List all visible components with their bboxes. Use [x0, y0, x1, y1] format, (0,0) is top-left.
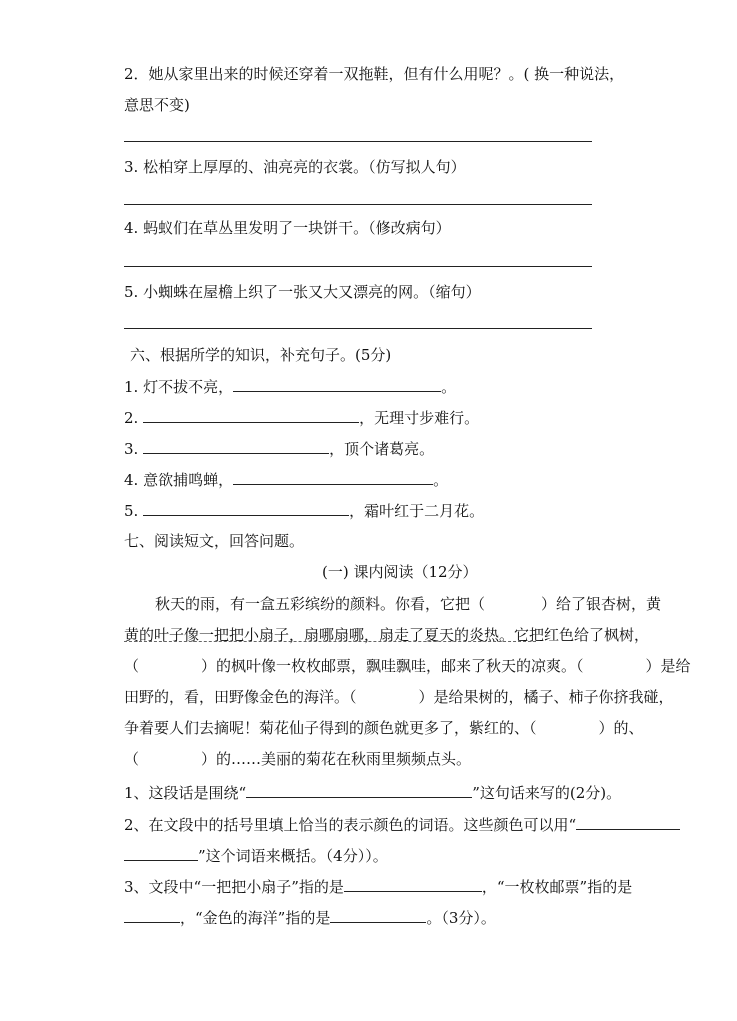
- q2-line1: 2．她从家里出来的时候还穿着一双拖鞋，但有什么用呢？。( 换一种说法，: [124, 65, 625, 83]
- answer-blank[interactable]: [330, 907, 426, 923]
- passage-text: ）给了银杏树，黄: [541, 595, 662, 613]
- item-text: 意欲捕鸣蝉，: [143, 471, 234, 489]
- question-text: 1、这段话是围绕“: [124, 784, 247, 802]
- blank[interactable]: [143, 500, 349, 516]
- passage-text: 秋天的雨，有一盒五彩缤纷的颜料。你看，它把（: [155, 595, 486, 613]
- answer-blank[interactable]: [124, 845, 198, 861]
- passage-text: （: [124, 750, 140, 768]
- s7-question-3-line1: [124, 876, 632, 897]
- passage-text: 田野的，看，田野像金色的海洋。（: [124, 688, 357, 706]
- passage-text: ）的、: [598, 719, 644, 737]
- passage-line-2: 黄的叶子像一把把小扇子，扇哪扇哪，扇走了夏天的炎热。它把红色给了枫树，: [124, 626, 650, 644]
- answer-line-q2[interactable]: [124, 141, 592, 142]
- answer-blank[interactable]: [344, 876, 482, 892]
- section7-subtitle: (一) 课内阅读（12分）: [322, 563, 478, 581]
- s7-question-3-line2: [124, 907, 496, 928]
- question-text: 。（3分）。: [426, 909, 496, 927]
- passage-text: 争着要人们去摘呢！菊花仙子得到的颜色就更多了，紫红的、（: [124, 719, 537, 737]
- question-text: ”这句话来写的(2分)。: [472, 784, 622, 802]
- passage-text: ）的……美丽的菊花在秋雨里频频点头。: [201, 750, 472, 768]
- item-text: 。: [433, 471, 449, 489]
- item-text: 。: [441, 378, 457, 396]
- item-text: ，无理寸步难行。: [359, 409, 480, 427]
- answer-line-q5[interactable]: [124, 328, 592, 329]
- passage-line-4: [124, 687, 674, 707]
- passage-text: ）是给果树的，橘子、柿子你挤我碰，: [418, 688, 674, 706]
- passage-line-1: [155, 594, 661, 614]
- answer-blank[interactable]: [576, 814, 680, 830]
- s6-item-4: [124, 469, 448, 490]
- blank[interactable]: [233, 376, 441, 392]
- s7-question-1: [124, 782, 621, 803]
- s6-item-5: [124, 500, 484, 521]
- item-text: ，霜叶红于二月花。: [349, 502, 485, 520]
- s6-item-3: [124, 438, 434, 459]
- item-number: 1.: [124, 378, 139, 396]
- passage-line-5: [124, 718, 644, 738]
- section7-title: 七、阅读短文，回答问题。: [124, 532, 305, 550]
- item-number: 3.: [124, 440, 139, 458]
- answer-line-q4[interactable]: [124, 266, 592, 267]
- s6-item-2: [124, 407, 479, 428]
- s7-question-2-line1: [124, 814, 680, 835]
- answer-blank[interactable]: [246, 782, 472, 798]
- s7-question-2-line2: [124, 845, 388, 866]
- passage-line-6: [124, 749, 471, 769]
- passage-text: ）是给: [645, 657, 691, 675]
- q2-line2: 意思不变): [124, 96, 190, 114]
- blank[interactable]: [143, 407, 359, 423]
- item-number: 2.: [124, 409, 139, 427]
- answer-line-q3[interactable]: [124, 204, 592, 205]
- blank[interactable]: [143, 438, 329, 454]
- passage-text: ）的枫叶像一枚枚邮票，飘哇飘哇，邮来了秋天的凉爽。（: [201, 657, 584, 675]
- item-number: 4.: [124, 471, 139, 489]
- question-text: 2、在文段中的括号里填上恰当的表示颜色的词语。这些颜色可以用“: [124, 816, 577, 834]
- question-text: ，“一枚枚邮票”指的是: [481, 878, 633, 896]
- answer-blank[interactable]: [124, 907, 180, 923]
- dashed-underline: [124, 641, 536, 642]
- q4-text: 4. 蚂蚁们在草丛里发明了一块饼干。（修改病句）: [124, 219, 451, 237]
- q3-text: 3. 松柏穿上厚厚的、油亮亮的衣裳。（仿写拟人句）: [124, 158, 466, 176]
- passage-line-3: [124, 656, 691, 676]
- question-text: ”这个词语来概括。（4分））。: [198, 847, 388, 865]
- item-text: 灯不拔不亮，: [143, 378, 234, 396]
- q5-text: 5. 小蜘蛛在屋檐上织了一张又大又漂亮的网。（缩句）: [124, 283, 481, 301]
- question-text: ，“金色的海洋”指的是: [180, 909, 331, 927]
- section6-title: 六、根据所学的知识，补充句子。(5分): [130, 346, 392, 364]
- question-text: 3、文段中“一把把小扇子”指的是: [124, 878, 344, 896]
- blank[interactable]: [233, 469, 433, 485]
- s6-item-1: [124, 376, 456, 397]
- item-text: ，顶个诸葛亮。: [329, 440, 435, 458]
- item-number: 5.: [124, 502, 139, 520]
- passage-text: （: [124, 657, 140, 675]
